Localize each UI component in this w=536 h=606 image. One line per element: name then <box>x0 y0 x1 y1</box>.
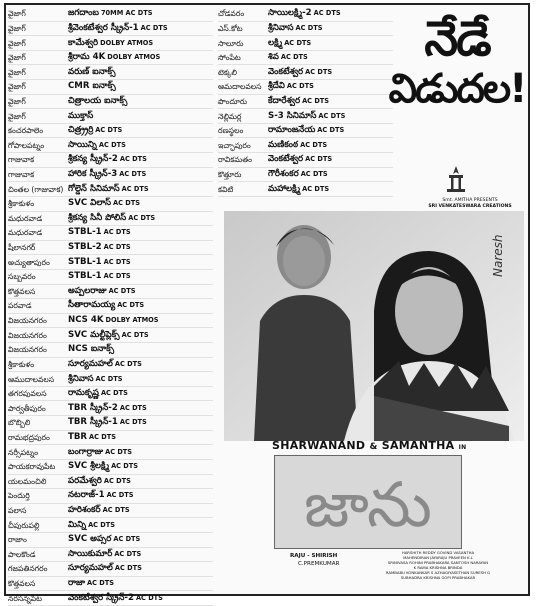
theatre-name: శ్రీనివాస <box>268 22 294 33</box>
theatre-row <box>8 314 213 329</box>
theatre-name: సూర్యమహల్ <box>68 358 113 369</box>
theatre-name: సాయికుమార్ <box>68 548 113 559</box>
town-name: యలమంచిలి <box>8 476 47 486</box>
sound-format: AC DTS <box>305 155 333 164</box>
theatre-row <box>8 22 213 37</box>
theatre-row <box>218 109 393 124</box>
sound-format: AC DTS <box>95 374 123 383</box>
theatre-row <box>8 445 213 460</box>
town-name: పాలకొండ <box>8 549 36 559</box>
theatre-row <box>8 416 213 431</box>
town-name: పార్వతీపురం <box>8 403 46 413</box>
town-name: పెందుర్తి <box>8 491 30 501</box>
sound-format: AC DTS <box>117 301 145 310</box>
sound-format: AC DTS <box>119 403 147 412</box>
theatre-row <box>218 168 393 183</box>
theatre-row <box>8 577 213 592</box>
town-name: గాజువాక <box>8 155 35 165</box>
theatre-name: STBL-1 <box>68 271 102 282</box>
credit-line: K RAMA KRISHNA BRINDA <box>413 565 463 570</box>
theatre-row <box>8 51 213 66</box>
cast-suffix: IN <box>458 444 467 451</box>
theatre-name: సాయిన్ని <box>68 139 97 150</box>
theatre-row <box>218 51 393 66</box>
sound-format: AC DTS <box>89 432 116 441</box>
theatre-name: వెంకటేశ్వర <box>268 66 304 77</box>
theatre-name: సీతారామయ్య <box>68 300 116 311</box>
town-name: శ్రీకాకుళం <box>8 199 35 209</box>
theatre-name: శ్రీనివాస <box>68 373 94 384</box>
town-name: కొత్తవలస <box>8 286 36 296</box>
title-artwork <box>275 456 461 548</box>
theatre-row <box>8 95 213 110</box>
movie-advertisement <box>4 3 530 603</box>
town-name: వైజాగ్ <box>8 9 26 19</box>
town-name: విజయనగరం <box>8 330 47 340</box>
sound-format: AC DTS <box>119 418 147 427</box>
theatre-row <box>218 95 393 110</box>
theatre-name: SVC విలాస్ <box>68 198 112 209</box>
theatre-name: STBL-1 <box>68 256 102 267</box>
town-name: పాయకరావుపేట <box>8 462 56 472</box>
sound-format: AC DTS <box>103 476 131 485</box>
theatre-row <box>8 387 213 402</box>
town-name: కంచరపాలెం <box>8 126 44 136</box>
town-name: బొబ్బిలి <box>8 418 31 428</box>
theatre-row <box>8 168 213 183</box>
town-name: మధురవాడ <box>8 228 43 238</box>
town-name: పొందూరు <box>218 96 248 106</box>
actor-one: SHARWANAND <box>272 439 366 452</box>
theatre-name: మణికంఠ <box>268 139 299 150</box>
amp-symbol: & <box>369 442 378 452</box>
theatre-row <box>8 328 213 343</box>
theatre-name: వరుణ్ ఐనాక్స్ <box>68 66 116 77</box>
actor-two: SAMANTHA <box>381 439 455 452</box>
headline-today: నేడే <box>424 11 490 67</box>
theatre-row <box>8 80 213 95</box>
theatre-row <box>8 460 213 475</box>
theatre-name: STBL-1 <box>68 227 102 238</box>
theatre-row <box>8 36 213 51</box>
town-name: వైజాగ్ <box>8 53 26 63</box>
sound-format: AC DTS <box>119 155 147 164</box>
sound-format: AC DTS <box>113 535 141 544</box>
credit-line: SUBHADRA KRISHNA GOPI PRABHAKAR <box>400 575 476 580</box>
artist-signature: Naresh <box>491 234 505 277</box>
theatre-row <box>8 518 213 533</box>
theatre-row <box>8 431 213 446</box>
credit-line: MAHENDIRAN JAYARAJU PRAVEEN K.L <box>403 555 473 560</box>
sound-format: AC DTS <box>103 272 131 281</box>
theatre-row <box>8 138 213 153</box>
theatre-name: SVC మల్టీప్లెక్స్ <box>68 329 120 340</box>
theatre-name: CMR ఐనాక్స్ <box>68 81 116 92</box>
theatre-name: అప్పలరాజు <box>68 285 107 296</box>
theatre-row <box>8 401 213 416</box>
town-name: నెల్లిమర్ల <box>218 111 242 121</box>
theatre-row <box>218 124 393 139</box>
theatre-name: శ్రీకన్య సినీ పోలిస్ <box>68 212 127 223</box>
theatre-row <box>8 285 213 300</box>
theatre-row <box>218 182 393 197</box>
theatre-name: STBL-2 <box>68 242 102 253</box>
sound-format: DOLBY ATMOS <box>107 53 161 62</box>
theatre-name: శ్రీకన్య స్క్రీన్-2 <box>68 154 118 165</box>
sound-format: AC DTS <box>302 184 330 193</box>
sound-format: AC DTS <box>105 447 133 456</box>
town-name: వైజాగ్ <box>8 38 26 48</box>
theatre-row <box>8 124 213 139</box>
town-name: సోంపేట <box>218 53 241 63</box>
theatre-name: వెంకటేశ్వర <box>268 154 304 165</box>
presenter-credit <box>410 198 530 210</box>
theatre-name: ముక్తాస్ <box>68 110 94 121</box>
banner-line: SRI VENKATESWARA CREATIONS <box>428 204 512 209</box>
theatre-row <box>8 562 213 577</box>
technical-credits <box>370 550 506 580</box>
theatre-name: NCS ఐనాక్స్ <box>68 344 115 355</box>
theatre-name: హారిక స్క్రీన్-3 <box>68 169 118 179</box>
town-name: ఇచ్ఛాపురం <box>218 140 251 150</box>
sound-format: AC DTS <box>87 579 115 588</box>
sound-format: AC DTS <box>111 462 139 471</box>
sound-format: AC DTS <box>114 564 142 573</box>
theatre-row <box>8 343 213 358</box>
town-name: గాజువాక <box>8 170 35 179</box>
sound-format: AC DTS <box>113 199 140 208</box>
sound-format: AC DTS <box>103 257 131 266</box>
theatre-row <box>8 489 213 504</box>
sound-format: AC DTS <box>88 520 116 529</box>
movie-title-text: జాను <box>304 468 432 541</box>
theatre-row <box>8 270 213 285</box>
sound-format: AC DTS <box>100 389 128 398</box>
town-name: కవిటి <box>218 184 234 194</box>
town-name: వైజాగ్ <box>8 82 26 92</box>
theatre-row <box>8 358 213 373</box>
sound-format: AC DTS <box>280 53 308 62</box>
sound-format: DOLBY ATMOS <box>100 38 154 47</box>
town-name: అచ్యుతాపురం <box>8 257 50 267</box>
town-name: పలాస <box>8 506 27 516</box>
theatre-name: కేదారేశ్వర <box>268 95 301 106</box>
sound-format: AC DTS <box>135 593 163 602</box>
presenter-line: Smt. AMITHA PRESENTS <box>442 198 498 203</box>
theatre-name: వెంకటేశ్వర స్క్రీన్-2 <box>68 592 134 603</box>
town-name: విజయనగరం <box>8 345 47 355</box>
theatre-row <box>8 299 213 314</box>
theatre-name: SVC అప్సర <box>68 534 112 545</box>
town-name: సబ్బవరం <box>8 272 36 282</box>
town-name: గోపాలపట్నం <box>8 140 45 150</box>
town-name: ఆమదాలవలస <box>218 82 262 92</box>
sound-format: AC DTS <box>114 359 142 368</box>
cast-line <box>272 439 532 452</box>
town-name: రావికమతం <box>218 155 253 165</box>
sound-format: AC DTS <box>128 213 156 222</box>
theatre-name: సాయిలక్ష్మి-2 <box>268 8 312 19</box>
town-name: చోడవరం <box>218 9 245 19</box>
release-headline <box>386 11 528 112</box>
theatre-name: లక్ష్మి <box>268 37 283 48</box>
town-name: షీలానగర్ <box>8 243 36 253</box>
sound-format: AC DTS <box>102 506 130 515</box>
headline-release: విడుదల! <box>388 66 526 112</box>
theatre-row <box>8 212 213 227</box>
theatre-name: జగదాంబ <box>68 8 99 19</box>
town-name: విజయనగరం <box>8 316 47 326</box>
theatre-name: రామకృష్ణ <box>68 388 99 399</box>
sound-format: AC DTS <box>286 82 314 91</box>
town-name: శ్రీకాకుళం <box>8 359 35 369</box>
lead-pair-photo <box>224 211 524 441</box>
credit-line: RAMBABU KONKANKAR S AZHAGIYASETHAN SURESH G <box>385 570 491 575</box>
theatre-row <box>8 255 213 270</box>
town-name: ఆముదాలవలస <box>8 374 55 384</box>
sound-format: AC DTS <box>95 126 123 135</box>
sound-format: AC DTS <box>103 228 131 237</box>
sound-format: AC DTS <box>98 140 126 149</box>
sound-format: AC DTS <box>140 23 168 32</box>
sound-format: AC DTS <box>318 111 346 120</box>
theatre-listing-left <box>8 7 213 606</box>
theatre-name: NCS 4K <box>68 315 104 326</box>
town-name: చీపురుపల్లి <box>8 520 40 530</box>
town-name: రణస్థలం <box>218 126 244 136</box>
town-name: పరవాడ <box>8 301 32 311</box>
theatre-row <box>8 372 213 387</box>
town-name: నరసన్నపేట <box>8 593 43 603</box>
credit-line: HARSHITH REDDY GOVIND VASANTHA <box>401 550 475 555</box>
sound-format: AC DTS <box>284 38 312 47</box>
theatre-row <box>8 548 213 563</box>
town-name: వైజాగ్ <box>8 96 26 106</box>
theatre-name: TBR స్క్రీన్-1 <box>68 417 118 428</box>
sound-format: AC DTS <box>106 491 134 500</box>
theatre-row <box>8 226 213 241</box>
credit-line: SRINIVASA ROHINI PRABHAKARA SANTOSH NARAYAN <box>387 560 489 565</box>
town-name: వైజాగ్ <box>8 67 26 77</box>
theatre-row <box>8 475 213 490</box>
theatre-name: TBR స్క్రీన్-2 <box>68 402 118 413</box>
theatre-listing-right <box>218 7 393 197</box>
theatre-name: చిత్ర్ర్రర్రి <box>68 125 94 136</box>
producer-credits <box>290 552 339 568</box>
town-name: కొత్తవలస <box>8 579 36 589</box>
theatre-row <box>8 533 213 548</box>
sound-format: AC DTS <box>121 330 149 339</box>
production-emblem-icon <box>443 165 469 193</box>
theatre-row <box>8 591 213 606</box>
town-name: గజపతినగరం <box>8 564 48 574</box>
sound-format: AC DTS <box>305 67 333 76</box>
theatre-row <box>8 182 213 197</box>
sound-format: AC DTS <box>114 549 142 558</box>
theatre-name: మహాలక్ష్మి <box>268 183 301 194</box>
town-name: వైజాగ్ <box>8 23 26 33</box>
town-name: చింతల (గాజువాక) <box>8 184 64 194</box>
theatre-name: శ్రీరామ 4K <box>68 52 106 63</box>
sound-format: AC DTS <box>103 243 131 252</box>
town-name: నర్సీపట్నం <box>8 447 39 457</box>
town-name: తగరపువలస <box>8 389 47 399</box>
theatre-name: సూర్యమహల్ <box>68 563 113 574</box>
theatre-name: గౌరీశంకర <box>268 169 299 179</box>
theatre-row <box>8 504 213 519</box>
theatre-name: మిన్ని <box>68 519 87 530</box>
theatre-name: గోల్డెన్ సినిమాస్ <box>68 183 120 194</box>
sound-format: AC DTS <box>302 96 330 105</box>
theatre-name: S-3 సినిమాస్ <box>268 110 317 121</box>
theatre-row <box>218 36 393 51</box>
theatre-name: రాజా <box>68 578 86 589</box>
theatre-row <box>8 65 213 80</box>
theatre-name: నటరాజ్-1 <box>68 490 105 501</box>
theatre-name: శ్రీవెంకటేశ్వర స్క్రీన్-1 <box>68 22 139 33</box>
theatre-name: కామేశ్వరి <box>68 37 99 48</box>
town-name: వైజాగ్ <box>8 111 26 121</box>
theatre-row <box>218 80 393 95</box>
sound-format: AC DTS <box>300 140 328 149</box>
theatre-name: TBR <box>68 431 88 442</box>
theatre-name: SVC శ్రీలక్ష్మి <box>68 461 110 472</box>
sound-format: AC DTS <box>313 9 341 18</box>
sound-format: AC DTS <box>295 23 323 32</box>
director: C.PREMKUMAR <box>298 561 340 567</box>
town-name: రామభద్రపురం <box>8 432 50 442</box>
sound-format: 70MM AC DTS <box>100 9 153 18</box>
sound-format: DOLBY ATMOS <box>105 316 159 325</box>
theatre-row <box>8 109 213 124</box>
theatre-row <box>8 7 213 22</box>
town-name: ఎస్.కోట <box>218 23 243 33</box>
theatre-name: రామాంజనేయ <box>268 125 316 136</box>
theatre-name: హరిశంకర్ <box>68 505 101 516</box>
town-name: కొత్తూరు <box>218 170 242 179</box>
theatre-row <box>8 197 213 212</box>
town-name: టెక్కలి <box>218 67 237 77</box>
town-name: మధురవాడ <box>8 213 43 223</box>
theatre-row <box>218 22 393 37</box>
sound-format: AC DTS <box>300 170 328 178</box>
movie-title-logo <box>274 455 462 549</box>
producers: RAJU - SHIRISH <box>290 553 338 559</box>
town-name: సాలూరు <box>218 38 244 48</box>
theatre-name: శ్రీదేవి <box>268 81 285 92</box>
theatre-row <box>218 138 393 153</box>
theatre-name: బంగార్రాజు <box>68 446 104 457</box>
theatre-name: శివ <box>268 52 279 63</box>
town-name: రాజాం <box>8 535 27 545</box>
theatre-row <box>218 153 393 168</box>
theatre-name: చిత్రాలయ ఐనాక్స్ <box>68 95 128 106</box>
theatre-row <box>8 153 213 168</box>
theatre-row <box>218 7 393 22</box>
sound-format: AC DTS <box>119 170 147 178</box>
theatre-row <box>8 241 213 256</box>
sound-format: AC DTS <box>121 184 149 193</box>
sound-format: AC DTS <box>108 286 136 295</box>
theatre-name: పరమేశ్వరి <box>68 475 102 486</box>
sound-format: AC DTS <box>317 126 345 135</box>
theatre-row <box>218 65 393 80</box>
